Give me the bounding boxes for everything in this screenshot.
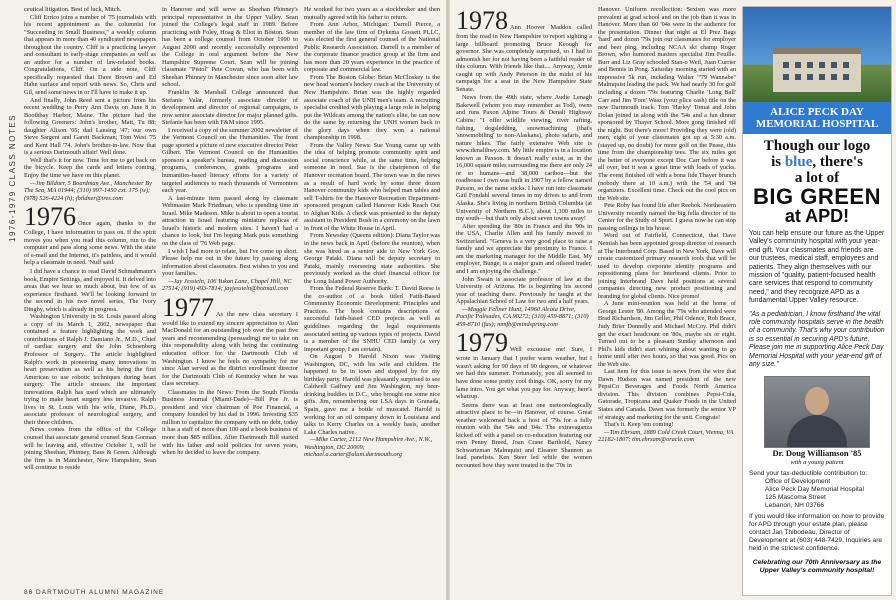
col1-paragraph-8: News comes from the office of the College counsel that associate general counsel Sean Gorman will be leaving and, effective October 1, will be joining Sheehan, Phinney, Bass & Green. Although the firm is in Manchester, New Hampshire, Sean will continue to reside <box>24 426 156 472</box>
col4-paragraph-1: Ann Hoover Maddox called from the road in New Hampshire to report sighting a large billboard promoting Bruce Keough for governor. She was completely surprised, so I had to admonish her for not having been a faithful reader of this column. With friends like that.... Anyway, Annie caught up with Andy Peterson in the midst of his campaign for a seat in the New Hampshire State Senate. <box>456 24 592 93</box>
col4-signature-1: —Maggie Fellner Hunt, 14960 Alcata Drive, Pacific Palisades, CA 90272; (310) 459-8871; (310) 459-8710 (fax); mmfh@mindspring.com <box>456 305 589 328</box>
col3-signature-1: —Mike Carter, 2112 New Hampshire Ave., N.W., Washington, DC 20009; michael.a.carter@alum.dartmouth.org <box>304 436 433 459</box>
address-line-3: 125 Mascoma Street <box>765 493 826 501</box>
col4-paragraph-2: News from the 49th state, where Audie Lenagh Bakewell (whom you may remember as Tod), owns and runs Paxon Alpine Tours & Denali Highway Cabins: "I offer wildlife viewing, river rafting, fishing, dogsledding, snowmachining (that's 'snowmobiling' to non-Alaskans), photo safaris, and nature hikes. The fairly extensive Web site is www.denalihwy.com. My little empire is in a location known as Paxson. It doesn't really exist, as in the 16,000 square miles surrounding me there are only 24 or so humans—and 38,000 caribou—but the roadhouse I own was built in 1907 by a fellow named Paxson, so the name sticks. I have run into classmate Gail Fondahl several times in my drives to and from Alaska. She's living in northern British Columbia (at University of Northern B.C.), about 1,300 miles to my south—but that's only about seven towns away! <box>456 94 592 223</box>
col5-paragraph-5: Last item for this issue is news from the wire that Dawn Hudson was named president of the new PepsiCo Beverages and Foods North America division. This division combines Pepsi-Cola, Gatorade, Tropicana and Quaker Foods in the United States and Canada. Dawn was formerly the senior VP of strategy and marketing for the unit. Congrats! <box>598 368 736 421</box>
col1-paragraph-6: I did have a chance to read David Schmahmann's book, Empire Settings, and enjoyed it. It delved into areas that we hear so much about, but few of us experience firsthand. We'll be looking forward to the second in his two novel series, The Ivory Dinghy, which is already in progress. <box>24 267 156 313</box>
year-heading-1979-wrap <box>456 328 592 401</box>
photo-caption <box>743 449 891 467</box>
ad-headline-is: is <box>771 154 785 170</box>
hospital-name-bottom: MEMORIAL HOSPITAL <box>755 118 879 130</box>
hospital-name-banner <box>743 102 891 134</box>
col5-paragraph-1: Hanover. Uniform recollection: Sexism was more prevalent at grad school and on the job than it was in Hanover. More than 60 '04s were in the audience for the presentation. Dinner that night at El Prez Bags 'hard' and dozen '79s join our classmates for employer and beer ping, including NCAA ski champ Roger Brown, who humored masters specialist Jim Feuille. Burr and Liz Gray schooled Stan-o Weil, Juan Currier and Bennis in Pong. Saturday morning started with an impressive 5k run, including Walter "'79 Wannabe" Malmquist leading the pack. We had nearly 30 for golf including a dozen '79s featuring Charlie 'Long Ball' Carr and Jim 'Fore' Wasz (your plice cash) title on the new Dartmouth track. Tom 'Harley' Tomai and John Dolan joined in along with the '54s and a fun dinner sponsored by Thayer School. More gong finished off the night. But there's more! Providing they were (old) men, eight of your classmates got up at 5:30 a.m. (stayed up, no doubt) for more golf on the Pease, this time from the championship tees. The six miles got the better of everyone except Doc Carr before it was all over, but it was a great time with loads of yucks. The event finished off with a bona fide Thayer brunch (nobody there at 10 a.m.) with the '54 and '04 organizers. Excellent time. Check out the cool pics on the Web site. <box>598 6 736 202</box>
year-heading-1978: 1978 <box>456 6 508 35</box>
year-heading-1977-wrap <box>162 292 298 388</box>
year-heading-1978-wrap <box>456 6 592 93</box>
hospital-advertisement <box>742 6 892 596</box>
year-heading-1979: 1979 <box>456 328 508 358</box>
col3-paragraph-3: From The Boston Globe: Brian McCloskey is the new head women's hockey coach at the University of New Hampshire. Brian was the highly regarded associate coach of the UNH men's team. A recruiting specialist credited with playing a large role in helping put the Wildcats among the nation's elite, he can now do the same by returning the UNH women back to the glory days when they won a national championship in 1998. <box>304 73 440 142</box>
hospital-building-photo <box>743 7 891 102</box>
col2-paragraph-6: As the new class secretary I would like to extend my sincere appreciation to Alan MacDonald for an outstanding job over the past five years and recommending (persuading) me to take on this responsibility along with being the continuing education officer for the Dartmouth Club of Washington. I know he feels no sympathy for me since Alan served as the district enrollment director for the Dartmouth Club of Kentucky when he was class secretary. <box>162 310 298 388</box>
ad-headline-big-green: BIG GREEN <box>753 184 881 209</box>
year-heading-1977: 1977 <box>162 292 214 322</box>
ad-body-text: You can help ensure our future as the Upper Valley's community hospital with your year-end gift. Your classmates and friends are our trustees, medical staff, employees and patients. They align themselves with our mission of "quality, patient-focused health care services that respond to community need," and they recognize APD as a fundamental Upper Valley resource. <box>749 230 885 305</box>
photo-caption-name: Dr. Doug Williamson '85 <box>772 447 862 458</box>
col1-paragraph-4: Well that's it for now. Time for me to get back on the bicycle. Keep the cards and letters coming. Enjoy the time we have on this planet. <box>24 156 156 180</box>
col1-signature-1: —Jim Bildner, 5 Boardman Ave., Manchester By The Sea, MA 01944; (310) 997-1450 ext. 175 (w); (978) 526-4224 (h); jbildner@ires.com <box>24 179 152 202</box>
col1-paragraph-1: ceutical litigation. Best of luck, Mitch. <box>24 6 122 13</box>
col3-paragraph-2: From Ann Arbor, Michigan: Darrell Pierce, a member of the law firm of Dykema Gossett PLLC, was elected the first general counsel of the National Public Research Association. Darrell is a member of the corporate finance practice group at the firm and has more than 20 years experience in the practice of corporate and commercial law. <box>304 21 440 74</box>
ad-headline-line-3: a lot of <box>794 170 840 186</box>
year-heading-1976: 1976 <box>24 202 76 232</box>
col4-paragraph-3: After spending the '80s in France and the '90s in the USA, Charlie Allen and his family moved to Switzerland. "Geneva is a very good place to raise a family and we appreciate the proximity to France. I am the marketing manager for the Middle East. My employer, Bunge, is a major grain and oilseed trader, and I am enjoying the challenge." <box>456 222 592 275</box>
doctor-photo-head <box>805 387 829 415</box>
col3-paragraph-5: From Newsday (Queens edition): Diana Taylor was in the news back in April (before the reunion), when she was hired as a senior aide to New York Gov. George Pataki. Diana will be deputy secretary to Pataki, mainly overseeing state authorities. She previously worked as the chief financial officer for the Long Island Power Authority. <box>304 232 440 285</box>
page-footer: 86 DARTMOUTH ALUMNI MAGAZINE <box>24 589 165 596</box>
col2-paragraph-5: I wish I had more to relate, but I've come up short. Please help me out in the future by passing along information about classmates. Best wishes to you and your families. <box>162 247 298 278</box>
address-line-1: Office of Development <box>765 477 831 485</box>
col5-signature-1: —Tim Ehrsam, 1889 Cold Creek Court, Vienna, VA 22182-1807; tim.ehrsam@oracle.com <box>598 428 734 444</box>
col5-paragraph-3: Word out of Fairfield, Connecticut, that Dave Nemiah has been appointed group director of research at The Interbrand Corp. Based in New York, Dave will create customized primary research tools that will be used to develop corporate identity programs and repositioning plans for Interbrand clients. Prior to joining Interbrand Dave held positions at several companies directing new product positioning and branding for global clients. Nice promo! <box>598 232 736 300</box>
building-shape <box>773 48 861 92</box>
col4-paragraph-6: Seems there was at least one meteorologically attractive place to be—in Hanover, of course. Great weather welcomed back a host of '79s for a fully reunion with the '54s and '04s. The extravaganza kicked off with a panel on co-education featuring our own Penny Breed, Joan Crane Barthold, Nancy Schwartzman Malmquist and Eleanor Shannon as lead panelists. Ken Steer led while the women recounted how they were treated in the '70s in <box>456 401 592 469</box>
photo-caption-sub: with a young patient <box>790 458 844 466</box>
column-1 <box>24 6 156 588</box>
side-tag-text: 1976-1979 CLASS NOTES <box>8 114 17 242</box>
col2-paragraph-7: Classmates in the News: From the South Florida Business Journal (Miami-Dade)—Bill Poe Jr. is president and vice chairman of Poe Financial, a company founded by his dad in 1996. Investing $35 million to capitalize the company with no debt, today it has a staff of more than 100 and a book business of more than $85 million. After Dartmouth Bill started with his father and sold policies for seven years, when he decided to leave the company. <box>162 388 298 457</box>
col1-paragraph-5: Once again, thanks to the College, I have information to pass on. If the spirit moves you when you read this column, run to the computer and pass along some news. With the state of e-mail and the Internet, it's painless, and it would help a classmate in need. 'Nuff said. <box>24 220 156 267</box>
estate-plan-info: If you would like information on how to provide for APD through your estate plan, please contact Jan Thibodeau, Director of Development at (603) 448-7429. Inquiries are held in the strictest confidence. <box>749 512 885 552</box>
col3-paragraph-4: From the Valley News: Sue Young came up with the idea of helping promote community spirit and social conscience while, at the same time, helping someone in need. Sue is the chairperson of the Hanover recreation board. The town was in the news as a result of hard work by some three dozen Hanover community kids who helped man tables and sell T-shirts for the Hanover Recreation Department-sponsored program called Hanover Kids Reach Out to Afghan Kids. A check was presented to the deputy assistant to President Bush in a ceremony on the lawn in front of the White House in April. <box>304 141 440 232</box>
col5-paragraph-2: Pete Roby has found life after Reebok. Northeastern University recently named the big fella director of its Center for the Study of Sport. I guess now he can stop passing ceilings in his house. <box>598 202 736 232</box>
col3-paragraph-1: He worked for two years as a stockbroker and then mutually agreed with his father to return. <box>304 6 440 21</box>
ad-headline <box>743 134 891 227</box>
col1-paragraph-7: Washington University in St. Louis passed along a copy of its March 1, 2002, newspaper that contained a feature highlighting the work and contributions of Ralph J. Damiano Jr., M.D., Chief of cardiac surgery and the John Schoenberg Professor of Surgery. The article highlighted Ralph's work in pioneering many innovations in heart preservation as well as his being the first American to use robotic techniques during heart surgery. The article stresses the important innovations Ralph has used which are ultimately trying to make heart surgery less invasive. Ralph lives in St. Louis with his wife, Diane, Ph.D., associate professor of neurological surgery, and their three children. <box>24 313 156 426</box>
doctor-photo-shoulders <box>787 415 847 447</box>
column-2 <box>162 6 298 588</box>
ad-headline-line-1: Though our logo <box>763 138 871 154</box>
ad-contribution-info <box>743 467 891 556</box>
column-4 <box>456 6 592 594</box>
col3-paragraph-7: On August 9 Harold Nixon was visiting Washington, DC, with his wife and children. He happened to be in town and stopped by for my birthday party. Harold was pleasantly surprised to see Caldwell Gaffney and Jim Washington, my beer-drinking buddies in D.C., who brought me some nice gifts. Jim, remembering our LSA days in Granada, Spain, gave me a bottle of muscatel. Harold is working for an oil company down in Louisiana and talks to Kerry Charles on a weekly basis, another Lake Charles native. <box>304 353 440 436</box>
col4-paragraph-4: John Swain is associate professor of law at the University of Arizona. He is beginning his second year of teaching there. Previously he taught at the Appalachian School of Law for two and a half years. <box>456 275 592 306</box>
col2-paragraph-2: Franklin & Marshall College announced that Stefanie Valar, formerly associate director of development and director of regional campaigns, is now senior associate director for major planned gifts. Stefanie has been with F&M since 1995. <box>162 89 298 127</box>
address-line-2: Alice Peck Day Memorial Hospital <box>765 485 864 493</box>
year-heading-1976-wrap <box>24 202 156 267</box>
col5-paragraph-6: That's it. Keep 'em coming! <box>604 421 674 429</box>
col1-paragraph-2: Cliff Errico joins a number of '75 journalists with his recent appointment as the columnist for "Succeeding in Small Business," a weekly column that appears in more than 40 syndicated newspapers throughout the country. Cliff is a practicing lawyer and consultant to early-stage companies as well as an author for a number of law-related books. Congratulations, Cliff. On a side note, Cliff specifically requested that Dave Brown and Ed Hahn surface and report with news. So, Chris and Gil, send some news in or I'll have to make it up. <box>24 13 156 97</box>
col3-paragraph-6: From the Federal Reserve Bank: T. David Reese is the co-author of a book titled Faith-Based Community Economic Development: Principles and Practices. The book contains descriptions of successful faith-based CED projects as well as guidelines regarding the legal requirements associated setting up various types of projects. David is a member of the SNHU CED family (a very important group, I am certain). <box>304 285 440 353</box>
col2-paragraph-3: I received a copy of the summer 2002 newsletter of the Vermont Council on the Humanities. The front page sported a picture of new executive director Peter Gilbert. The Vermont Council on the Humanities sponsors a speaker's bureau, reading and discussion programs, conferences, grants programs and humanities-based literacy efforts for a variety of targeted audiences to reach thousands of Vermonters each year. <box>162 126 298 195</box>
col4-paragraph-5: Well excuuuse me! Sure, I wrote in January that I prefer warm weather, but I wasn't asking for 90 days of 90 degrees, or whatever we had this summer. Fortunately, you all seemed to have done some pretty cool things. OK, sorry for my lame intro. You get what you pay for. Anyway, here's whatzup. <box>456 346 592 401</box>
hospital-name-top: ALICE PECK DAY <box>770 106 864 118</box>
col2-paragraph-4: A last-minute item passed along by classmate Webmaster Mark Friedman, who is spending time in Israel. Mike Madeson. Mike is about to open a tourist attraction in Israel featuring miniature replicas of Israel's historic and modern sites. I haven't had a chance to look, but I'm hoping Mark puts something on the class of '76 Web page. <box>162 194 298 247</box>
address-line-4: Lebanon, NH 03766 <box>765 501 825 509</box>
col1-paragraph-3: And finally, John Reed sent a picture from his recent wedding to Perry Ann Davis on June 8 in Boothbay Harbor, Maine. The picture had the following Greeners: John's brother, Matt, Tu 88; daughter Alison '05; dad Lansing '47; our own Steve Sargent and Garett Backman; Tom West '75 and Kent Hall '74. John's brother-in-law. Now that is a serious Dartmouth affair! Well done. <box>24 96 156 157</box>
column-3 <box>304 6 440 588</box>
col2-signature-1: —Jay Jessieln, 106 Yukon Lane, Chapel Hill, NC 27514; (919) 493-7814; jayjessieln@hotmail.com <box>162 277 292 293</box>
col2-paragraph-1: in Hanover and will serve as Sheehan Phinney's principal representative in the Upper Valley. Sean joined the College's legal staff in 1989. Before practicing with Foley, Hoag & Eliot in Boston. Sean has been a college counsel from October 1990 to August 2000 and recently successfully represented the College in oral argument before the New Hampshire Supreme Court. Sean will be joining classmate "Pistol" Pete Cowan, who has been with Sheehan Phinney in Manchester since soon after law school. <box>162 6 298 89</box>
page-gutter <box>446 0 450 600</box>
ad-headline-at-apd: at APD! <box>784 206 850 226</box>
ad-headline-theres: , there's <box>812 154 863 170</box>
anniversary-tagline: Celebrating our 70th Anniversary as the Upper Valley's community hospital! <box>752 558 882 574</box>
send-intro: Send your tax-deductible contribution to: <box>749 469 868 477</box>
ad-headline-line-2 <box>747 154 887 170</box>
side-tag <box>6 36 20 246</box>
ad-headline-blue: blue <box>784 154 813 170</box>
ad-quote: "As a pediatrician, I know firsthand the vital role community hospitals serve in the health of a community. That's why your contribution is so essential in securing APD's future. Please join me in supporting Alice Peck Day Memorial Hospital with your year-end gift of any size." <box>749 310 885 369</box>
col5-paragraph-4: A June mini-reunion was held at the home of George Lester '80. Among the '79s who attended were Brad Richardson, Jim Geller, Phil Odence, Rob Brace, Judy Brier Donnelly and Michael McCoy. Phil didn't get the exact headcount on '80s, maybe six or eight. Turned out to be a pleasant Sunday afternoon and Phil's kids didn't start whining about wanting to go home until after two hours, so that was good. Pics on the Web site. <box>598 300 736 368</box>
doctor-photo <box>764 376 870 448</box>
column-5 <box>598 6 736 594</box>
